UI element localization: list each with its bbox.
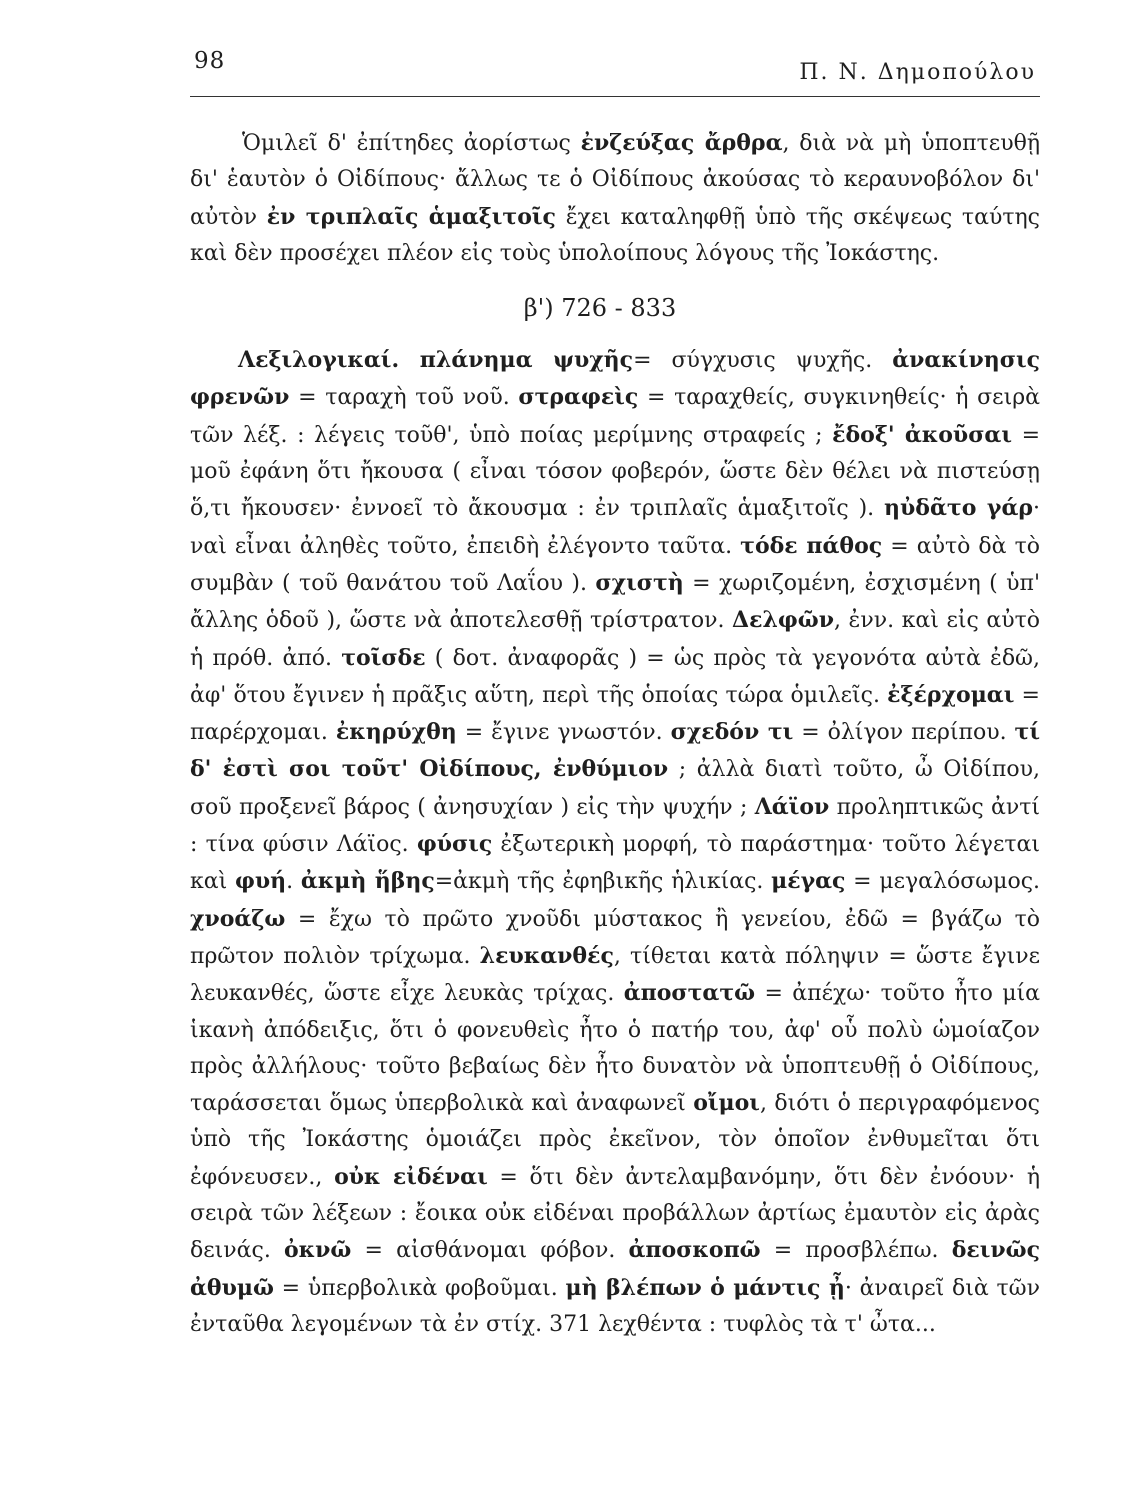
bold-term: τοῖσδε xyxy=(341,644,426,671)
bold-term: ἐν τριπλαῖς ἁμαξιτοῖς xyxy=(266,203,556,230)
text-run: = ταραχθείς, συγκινηθείς· ἡ σειρὰ τῶν λέξ. : λέγεις τοῦθ', ὑπὸ ποίας μερίμνης στραφείς ; xyxy=(190,385,1040,448)
bold-term: οὐκ εἰδέναι xyxy=(334,1163,488,1190)
bold-term: στραφεὶς xyxy=(518,384,639,411)
text-run: ἐξωτερικὴ μορφή, τὸ παράστημα· τοῦτο λέγεται καὶ xyxy=(190,832,1041,895)
running-author: Π. Ν. Δημοπούλου xyxy=(799,60,1036,85)
text-run: = ἔγινε γνωστόν. xyxy=(456,720,671,746)
text-run: = παρέρχομαι. xyxy=(190,682,1040,746)
section-heading: β') 726 - 833 xyxy=(523,294,677,323)
page-number: 98 xyxy=(194,48,226,74)
text-run: ; ἀλλὰ διατὶ τοῦτο, ὦ Οἰδίπου, σοῦ προξενεῖ βάρος ( ἀνησυχίαν ) εἰς τὴν ψυχήν ; xyxy=(190,757,1040,820)
text-run: · ναὶ εἶναι ἀληθὲς τοῦτο, ἐπειδὴ ἐλέγοντο ταῦτα. xyxy=(190,496,1041,559)
bold-term: τί δ' ἐστὶ σοι τοῦτ' Οἰδίπους, ἐνθύμιον xyxy=(190,719,1040,783)
text-run: = ταραχὴ τοῦ νοῦ. xyxy=(289,385,519,411)
bold-term: οἴμοι xyxy=(693,1090,760,1117)
text-run: =ἀκμὴ τῆς ἐφηβικῆς ἡλικίας. xyxy=(434,869,772,895)
bold-term: ἀνακίνησις φρενῶν xyxy=(190,347,1041,411)
bold-term: ἐκηρύχθη xyxy=(335,719,457,746)
text-run: = μοῦ ἐφάνη ὅτι ἤκουσα ( εἶναι τόσον φοβερόν, ὥστε δὲν θέλει νὰ πιστεύσῃ ὅ,τι ἤκουσεν· ἐννοεῖ τὸ ἄκουσμα : ἐν τριπλαῖς ἁμαξιτοῖς ). xyxy=(190,422,1041,522)
text-run: , ἐνν. καὶ εἰς αὐτὸ ἡ πρόθ. ἀπό. xyxy=(190,608,1040,671)
text-run: = σύγχυσις ψυχῆς. xyxy=(633,348,893,374)
bold-term: τόδε πάθος xyxy=(740,532,883,559)
text-run: ( δοτ. ἀναφορᾶς ) = ὡς πρὸς τὰ γεγονότα αὐτὰ ἐδῶ, ἀφ' ὅτου ἔγινεν ἡ πρᾶξις αὕτη, περὶ τῆς ὁποίας τώρα ὁμιλεῖς. xyxy=(190,645,1040,708)
text-run: Ὁμιλεῖ δ' ἐπίτηδες ἀορίστως xyxy=(242,131,581,156)
text-run: = ἔχω τὸ πρῶτο χνοῦδι μύστακος ἢ γενείου, ἐδῶ = βγάζω τὸ πρῶτον πολιὸν τρίχωμα. xyxy=(190,906,1040,969)
bold-term: Λεξιλογικαί. πλάνημα ψυχῆς xyxy=(238,347,634,374)
bold-term: μέγας xyxy=(771,868,846,895)
bold-term: φύσις xyxy=(416,831,493,858)
glossary-paragraph xyxy=(190,342,1040,1343)
bold-term: ἀκμὴ ἥβης xyxy=(300,868,435,895)
text-run: · ἀναιρεῖ διὰ τῶν ἐνταῦθα λεγομένων τὰ ἐν στίχ. 371 λεχθέντα : τυφλὸς τὰ τ' ὦτα... xyxy=(190,1275,1040,1337)
bold-term: ὀκνῶ xyxy=(284,1237,352,1264)
bold-term: φυή xyxy=(234,868,287,895)
bold-term: ἐνζεύξας ἄρθρα xyxy=(580,130,783,156)
bold-term: ἐξέρχομαι xyxy=(887,681,1015,708)
bold-term: σχιστὴ xyxy=(595,569,684,596)
intro-paragraph xyxy=(190,125,1040,272)
running-header xyxy=(190,40,1040,97)
text-run: προληπτικῶς ἀντί : τίνα φύσιν Λάϊος. xyxy=(190,794,1041,858)
text-run: = αὐτὸ δὰ τὸ συμβὰν ( τοῦ θανάτου τοῦ Λαΐου ). xyxy=(190,533,1040,596)
bold-term: ηὐδᾶτο γάρ xyxy=(884,495,1034,522)
text-run: = ὅτι δὲν ἀντελαμβανόμην, ὅτι δὲν ἐνόουν· ἡ σειρὰ τῶν λέξεων : ἔοικα οὐκ εἰδέναι προβάλλων ἀρτίως ἐμαυτὸν εἰς ἀρὰς δεινάς. xyxy=(190,1164,1041,1264)
bold-term: δεινῶς ἀθυμῶ xyxy=(190,1237,1040,1301)
text-run: = προσβλέπω. xyxy=(760,1238,952,1264)
text-run: ἔχει καταληφθῇ ὑπὸ τῆς σκέψεως ταύτης καὶ δὲν προσέχει πλέον εἰς τοὺς ὑπολοίπους λόγους τῆς Ἰοκάστης. xyxy=(190,204,1041,266)
bold-term: Λάϊον xyxy=(754,793,830,820)
bold-term: μὴ βλέπων ὁ μάντις ᾖ xyxy=(565,1274,845,1301)
text-run: , διότι ὁ περιγραφόμενος ὑπὸ τῆς Ἰοκάστης ὁμοιάζει πρὸς ἐκεῖνον, τὸν ὁποῖον ἐνθυμεῖται ὅτι ἐφόνευσεν., xyxy=(190,1091,1040,1190)
bold-term: χνοάζω xyxy=(190,905,286,932)
bold-term: ἀποστατῶ xyxy=(623,980,756,1007)
text-run: = ὑπερβολικὰ φοβοῦμαι. xyxy=(273,1275,566,1301)
text-run: . xyxy=(286,869,301,895)
bold-term: λευκανθές xyxy=(479,942,614,969)
bold-term: Δελφῶν xyxy=(732,607,834,634)
text-run: = ἀπέχω· τοῦτο ἦτο μία ἱκανὴ ἀπόδειξις, ὅτι ὁ φονευθεὶς ἦτο ὁ πατήρ του, ἀφ' οὗ πολὺ ὡμοίαζον πρὸς ἀλλήλους· τοῦτο βεβαίως δὲν ἦτο δυνατὸν νὰ ὑποπτευθῇ ὁ Οἰδίπους, ταράσσεται ὅμως ὑπερβολικὰ καὶ ἀναφωνεῖ xyxy=(190,981,1040,1117)
text-run: , διὰ νὰ μὴ ὑποπτευθῇ δι' ἑαυτὸν ὁ Οἰδίπους· ἄλλως τε ὁ Οἰδίπους ἀκούσας τὸ κεραυνοβόλον δι' αὐτὸν xyxy=(190,131,1040,230)
text-run: , τίθεται κατὰ πόληψιν = ὥστε ἔγινε λευκανθές, ὥστε εἶχε λευκὰς τρίχας. xyxy=(190,943,1040,1007)
bold-term: ἔδοξ' ἀκοῦσαι xyxy=(832,421,1012,448)
text-run: = ὀλίγον περίπου. xyxy=(793,720,1015,746)
text-run: = χωριζομένη, ἐσχισμένη ( ὑπ' ἄλλης ὁδοῦ ), ὥστε νὰ ἀποτελεσθῇ τρίστρατον. xyxy=(190,570,1040,634)
text-run: = αἰσθάνομαι φόβον. xyxy=(351,1238,629,1264)
bold-term: ἀποσκοπῶ xyxy=(628,1237,761,1264)
text-run: = μεγαλόσωμος. xyxy=(845,869,1041,895)
bold-term: σχεδόν τι xyxy=(670,719,794,746)
document-page xyxy=(190,40,1040,1343)
